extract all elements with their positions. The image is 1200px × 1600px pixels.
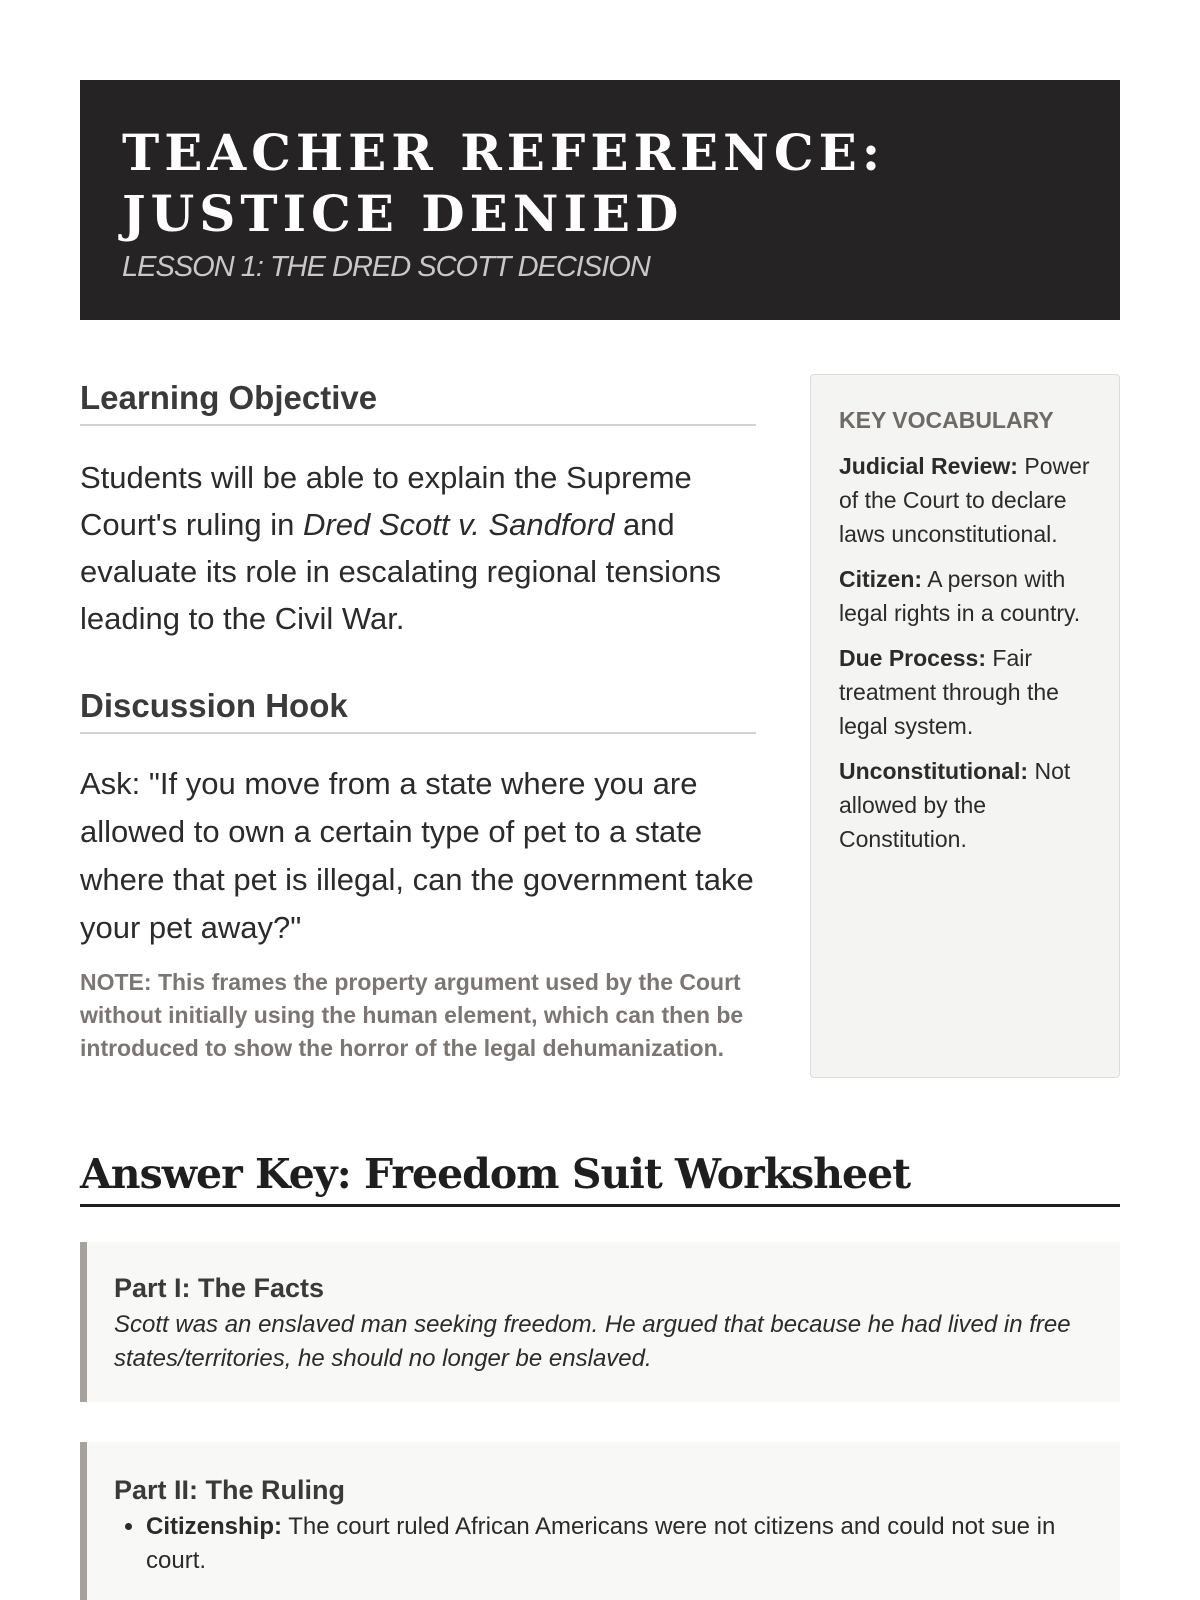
learning-objective-text <box>80 454 756 642</box>
vocab-definition: A person with legal rights in a country. <box>839 566 1081 626</box>
vocab-item <box>839 754 1095 856</box>
part-two-title: Part II: The Ruling <box>114 1475 346 1505</box>
learning-objective-heading: Learning Objective <box>80 376 756 426</box>
part-one-body: Scott was an enslaved man seeking freedom. He argued that because he had lived in free states/territories, he should no longer be enslaved. <box>114 1311 1071 1372</box>
vocab-term: Judicial Review: <box>839 453 1018 479</box>
vocab-item <box>839 562 1095 630</box>
key-vocabulary-box <box>810 374 1120 1078</box>
discussion-hook-heading: Discussion Hook <box>80 684 756 734</box>
discussion-hook-text: Ask: "If you move from a state where you are allowed to own a certain type of pet to a state where that pet is illegal, can the government take your pet away?" <box>80 766 754 945</box>
vocab-definition: Not allowed by the Constitution. <box>839 758 1071 852</box>
vocab-term: Due Process: <box>839 645 987 671</box>
main-column <box>80 376 756 1065</box>
objective-text-start: Students will be able to explain the Supreme Court's ruling in <box>80 460 692 542</box>
vocab-definition: Power of the Court to declare laws unconstitutional. <box>839 453 1090 547</box>
part-one-title: Part I: The Facts <box>114 1273 325 1303</box>
case-name: Dred Scott v. Sandford <box>303 507 615 542</box>
vocab-item <box>839 449 1095 551</box>
key-vocabulary-title: KEY VOCABULARY <box>839 407 1054 433</box>
part-two-box <box>80 1442 1120 1600</box>
list-item-term: Citizenship: <box>146 1513 282 1540</box>
list-item-text: The court ruled African Americans were not citizens and could not sue in court. <box>146 1513 1056 1574</box>
page-title: TEACHER REFERENCE: JUSTICE DENIED <box>122 123 886 243</box>
part-one-box <box>80 1242 1120 1402</box>
part-two-list <box>114 1510 1090 1578</box>
list-item <box>146 1510 1090 1578</box>
page-subtitle: LESSON 1: THE DRED SCOTT DECISION <box>122 251 650 283</box>
vocab-item <box>839 641 1095 743</box>
teacher-note: NOTE: This frames the property argument used by the Court without initially using the human element, which can then be introduced to show the horror of the legal dehumanization. <box>80 969 744 1061</box>
vocab-term: Unconstitutional: <box>839 758 1029 784</box>
vocab-term: Citizen: <box>839 566 923 592</box>
header-banner <box>80 80 1120 320</box>
answer-key-heading: Answer Key: Freedom Suit Worksheet <box>80 1148 1120 1207</box>
objective-text-end: and evaluate its role in escalating regional tensions leading to the Civil War. <box>80 507 722 636</box>
vocab-definition: Fair treatment through the legal system. <box>839 645 1059 739</box>
